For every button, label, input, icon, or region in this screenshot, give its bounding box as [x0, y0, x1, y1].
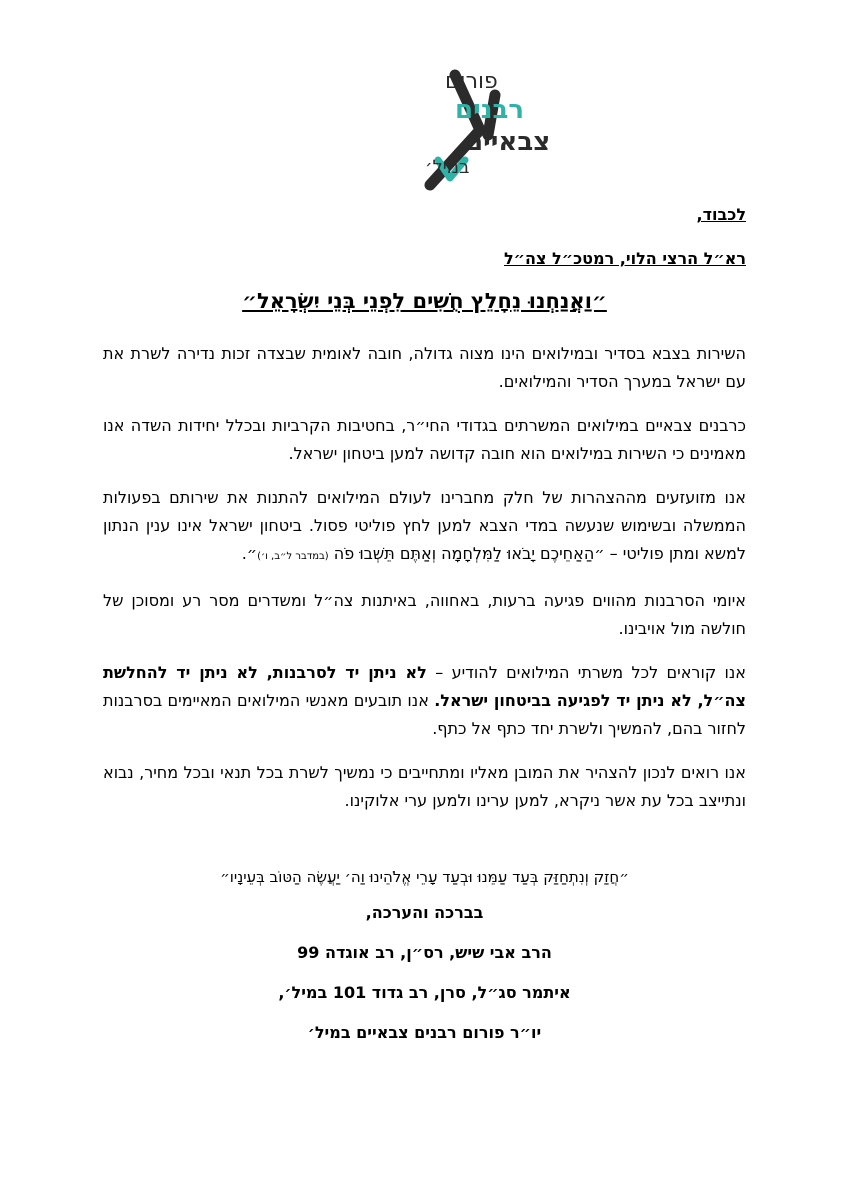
signature-line-1: הרב אבי שיש, רס״ן, רב אוגדה 99	[297, 943, 552, 962]
letter-title: ״וַאֲנַחְנוּ נֵחָלֵץ חֻשִׁים לִפְנֵי בְּנֵי יִשְׂרָאֵל״	[242, 289, 607, 313]
signature-line-2: איתמר סג״ל, סרן, רב גדוד 101 במיל׳,	[278, 983, 571, 1002]
letter-body	[103, 340, 746, 831]
logo-line-1: פורום	[445, 69, 498, 94]
paragraph-3-text: אנו מזועזעים מההצהרות של חלק מחברינו לעולם המילואים להתנות את שירותם בפעולות הממשלה ובשימוש שנעשה במדי הצבא למען לחץ פוליטי פסול. ביטחון ישראל אינו ענין הנתון למשא ומתן פוליטי – ״הַאַחֵיכֶם יָבֹאוּ לַמִּלְחָמָה וְאַתֶּם תֵּשְׁבוּ פֹה	[103, 488, 746, 563]
address-to: לכבוד,	[696, 205, 746, 224]
logo-line-4: במיל׳	[425, 157, 470, 178]
paragraph-2: כרבנים צבאיים במילואים המשרתים בגדודי החי״ר, בחטיבות הקרביות ובכלל יחידות השדה אנו מאמינים כי השירות במילואים הוא חובה קדושה למען ביטחון ישראל.	[103, 416, 746, 463]
paragraph-5-start: אנו קוראים לכל משרתי המילואים להודיע –	[426, 663, 747, 682]
paragraph-3-end: ״.	[241, 544, 258, 563]
paragraph-1: השירות בצבא בסדיר ובמילואים הינו מצוה גדולה, חובה לאומית שבצדה זכות נדירה לשרת את עם ישראל במערך הסדיר והמילואים.	[103, 344, 746, 391]
paragraph-4: איומי הסרבנות מהווים פגיעה ברעות, באחווה, באיתנות צה״ל ומשדרים מסר רע ומסוכן של חולשה מול אויבינו.	[103, 591, 746, 638]
closing-greeting: בברכה והערכה,	[365, 903, 484, 922]
paragraph-5	[103, 659, 746, 743]
signature-line-3: יו״ר פורום רבנים צבאיים במיל׳	[307, 1023, 542, 1042]
paragraph-5-bold: לא ניתן יד לסרבנות, לא ניתן יד להחלשת צה״ל, לא ניתן יד לפגיעה בביטחון ישראל.	[103, 663, 746, 710]
forum-logo-mark	[360, 60, 551, 195]
address-recipient: רא״ל הרצי הלוי, רמטכ״ל צה״ל	[504, 249, 746, 268]
paragraph-6: אנו רואים לנכון להצהיר את המובן מאליו ומתחייבים כי נמשיך לשרת בכל תנאי ובכל מחיר, נבוא ונתייצב בכל עת אשר ניקרא, למען ערינו ולמען ערי אלוקינו.	[103, 763, 746, 810]
paragraph-3-citation: (במדבר ל״ב, ו׳)	[257, 551, 329, 562]
paragraph-3	[103, 484, 746, 571]
closing-verse: ״חֲזַק וְנִתְחַזַּק בְּעַד עַמֵּנוּ וּבְעַד עָרֵי אֱלֹהֵינוּ וַה׳ יַעֲשֶׂה הַטּוֹב בְּעֵינָיו״	[220, 868, 629, 886]
logo-line-3: צבאיים	[465, 127, 551, 157]
forum-logo	[0, 0, 849, 200]
letter-closing	[0, 868, 849, 1063]
paragraph-5-end: אנו תובעים מאנשי המילואים המאיימים בסרבנות לחזור בהם, להמשיך ולשרת יחד כתף אל כתף.	[103, 691, 746, 738]
logo-line-2: רבנים	[455, 95, 525, 125]
